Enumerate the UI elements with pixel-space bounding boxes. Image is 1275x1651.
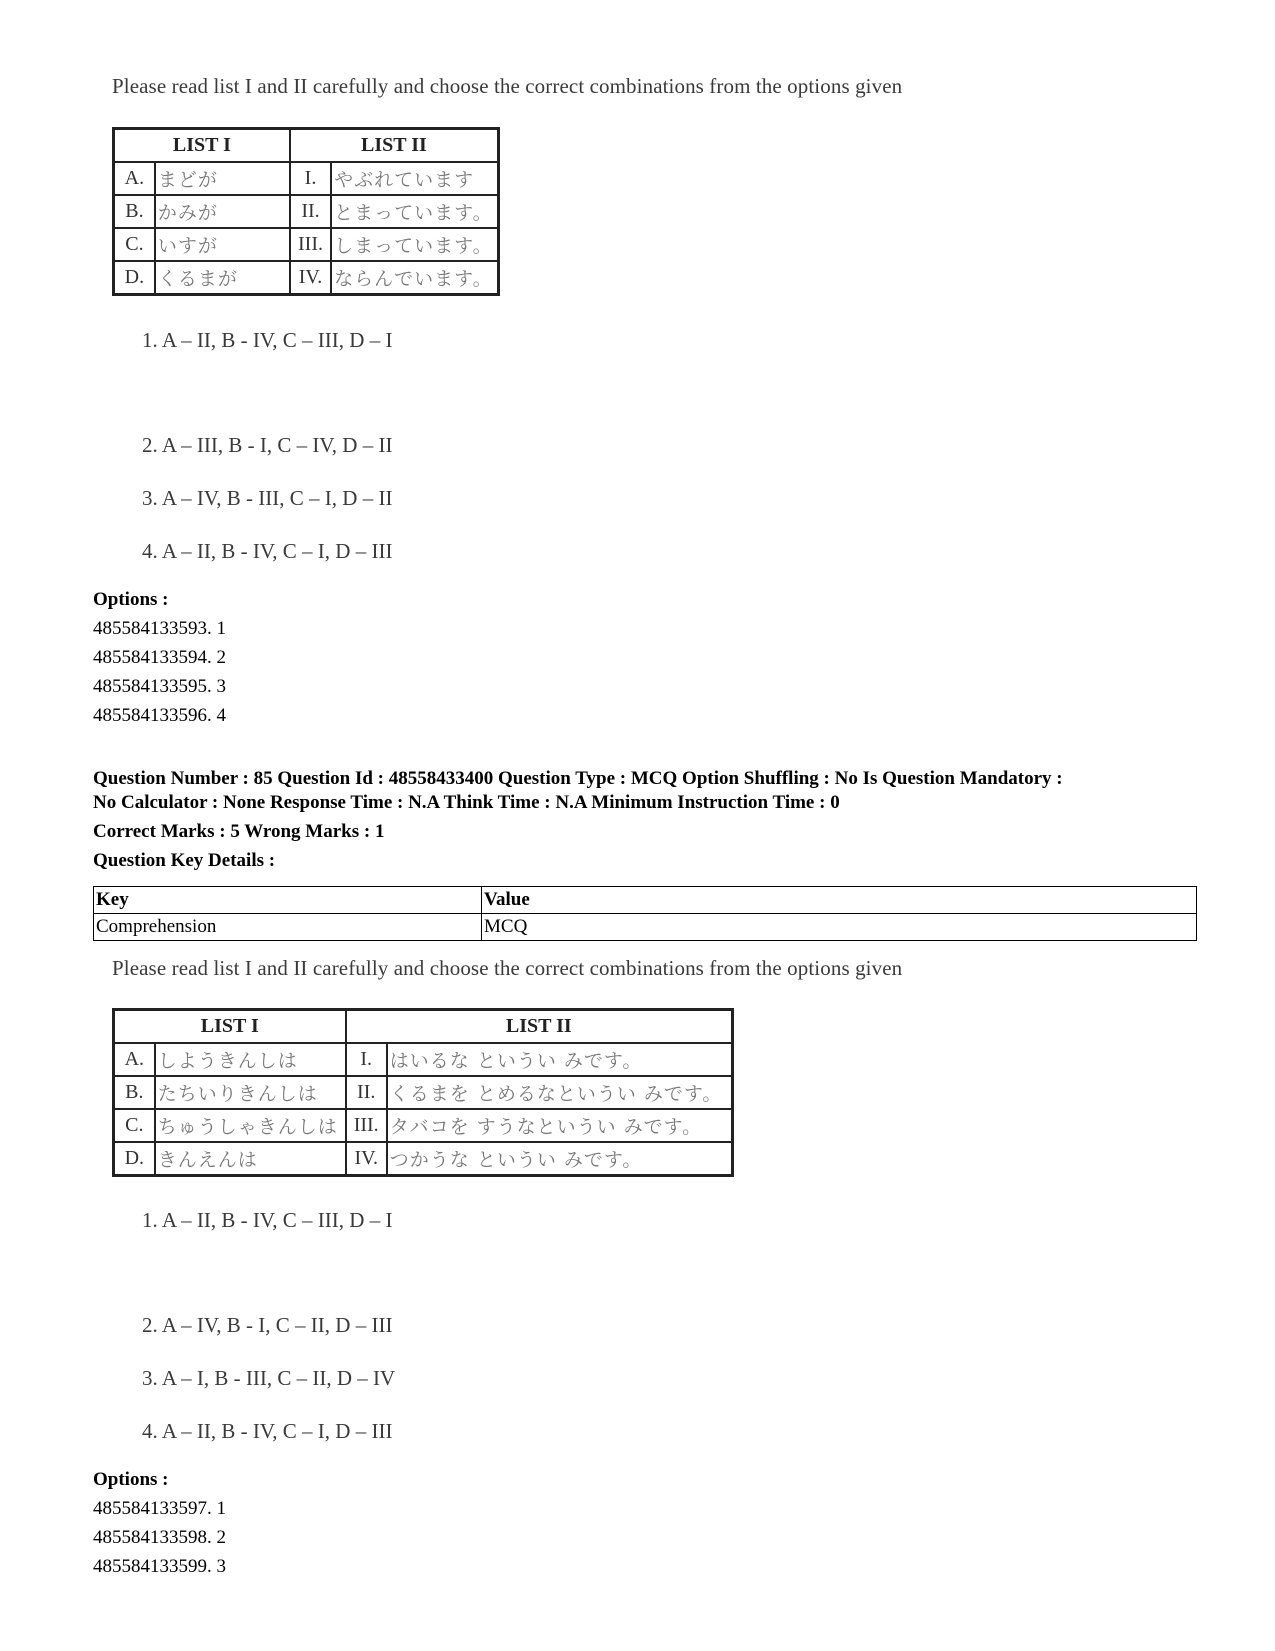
table-row xyxy=(114,162,499,195)
q1-option-3: 485584133595. 3 xyxy=(93,676,226,697)
list1-label: A. xyxy=(114,162,155,195)
list2-text: やぶれています xyxy=(331,162,498,195)
q1-list-header-row xyxy=(114,129,499,163)
list1-label: D. xyxy=(114,1142,155,1176)
q1-choice-3: 3. A – IV, B - III, C – I, D – II xyxy=(142,486,393,510)
q1-option-1: 485584133593. 1 xyxy=(93,618,226,639)
q2-choice-3: 3. A – I, B - III, C – II, D – IV xyxy=(142,1366,396,1390)
q2-key-details-label: Question Key Details : xyxy=(93,850,276,871)
value-cell: MCQ xyxy=(482,914,1197,941)
list2-label: III. xyxy=(290,228,331,261)
list1-label: C. xyxy=(114,1109,155,1142)
list1-text: かみが xyxy=(155,195,290,228)
q2-option-3: 485584133599. 3 xyxy=(93,1556,226,1577)
list1-label: B. xyxy=(114,195,155,228)
q1-list2-header: LIST II xyxy=(290,129,499,163)
q1-list-table xyxy=(112,127,500,296)
table-row xyxy=(114,195,499,228)
q1-option-4: 485584133596. 4 xyxy=(93,705,226,726)
list1-text: まどが xyxy=(155,162,290,195)
list2-text: タバコを すうなというい みです。 xyxy=(387,1109,733,1142)
list2-text: はいるな というい みです。 xyxy=(387,1043,733,1076)
table-row xyxy=(114,228,499,261)
list2-label: III. xyxy=(346,1109,387,1142)
list2-text: しまっています。 xyxy=(331,228,498,261)
list2-label: IV. xyxy=(290,261,331,295)
list1-text: たちいりきんしは xyxy=(155,1076,346,1109)
q2-options-label: Options : xyxy=(93,1469,169,1490)
q2-meta-line-1: Question Number : 85 Question Id : 48558433400 Question Type : MCQ Option Shuffling : No Is Question Mandatory : xyxy=(93,768,1063,789)
list1-text: きんえんは xyxy=(155,1142,346,1176)
list2-text: とまっています。 xyxy=(331,195,498,228)
q1-options-label: Options : xyxy=(93,589,169,610)
list1-text: くるまが xyxy=(155,261,290,295)
table-header-row xyxy=(94,887,1197,914)
table-row xyxy=(114,1142,733,1176)
q2-list2-header: LIST II xyxy=(346,1010,733,1044)
table-row xyxy=(114,261,499,295)
list1-label: A. xyxy=(114,1043,155,1076)
table-row xyxy=(114,1043,733,1076)
list1-text: しようきんしは xyxy=(155,1043,346,1076)
table-row xyxy=(94,914,1197,941)
list2-text: くるまを とめるなというい みです。 xyxy=(387,1076,733,1109)
list2-label: II. xyxy=(290,195,331,228)
list2-label: II. xyxy=(346,1076,387,1109)
q2-option-1: 485584133597. 1 xyxy=(93,1498,226,1519)
q1-option-2: 485584133594. 2 xyxy=(93,647,226,668)
q2-choice-4: 4. A – II, B - IV, C – I, D – III xyxy=(142,1419,393,1443)
list2-label: I. xyxy=(290,162,331,195)
key-header: Key xyxy=(94,887,482,914)
q2-meta-line-2: No Calculator : None Response Time : N.A Think Time : N.A Minimum Instruction Time : 0 xyxy=(93,792,840,813)
q2-list1-header: LIST I xyxy=(114,1010,346,1044)
list1-text: いすが xyxy=(155,228,290,261)
q1-choice-4: 4. A – II, B - IV, C – I, D – III xyxy=(142,539,393,563)
table-row xyxy=(114,1076,733,1109)
list2-label: IV. xyxy=(346,1142,387,1176)
q2-option-2: 485584133598. 2 xyxy=(93,1527,226,1548)
list1-label: C. xyxy=(114,228,155,261)
list1-text: ちゅうしゃきんしは xyxy=(155,1109,346,1142)
table-row xyxy=(114,1109,733,1142)
q2-instruction: Please read list I and II carefully and choose the correct combinations from the options given xyxy=(112,956,903,980)
value-header: Value xyxy=(482,887,1197,914)
q2-choice-2: 2. A – IV, B - I, C – II, D – III xyxy=(142,1313,393,1337)
question-key-table xyxy=(93,886,1197,941)
list2-label: I. xyxy=(346,1043,387,1076)
q1-choice-2: 2. A – III, B - I, C – IV, D – II xyxy=(142,433,393,457)
q2-list-header-row xyxy=(114,1010,733,1044)
q2-list-table xyxy=(112,1008,734,1177)
list1-label: B. xyxy=(114,1076,155,1109)
q1-list1-header: LIST I xyxy=(114,129,290,163)
q2-marks: Correct Marks : 5 Wrong Marks : 1 xyxy=(93,821,385,842)
list1-label: D. xyxy=(114,261,155,295)
key-cell: Comprehension xyxy=(94,914,482,941)
q2-choice-1: 1. A – II, B - IV, C – III, D – I xyxy=(142,1208,393,1232)
q1-choice-1: 1. A – II, B - IV, C – III, D – I xyxy=(142,328,393,352)
list2-text: つかうな というい みです。 xyxy=(387,1142,733,1176)
list2-text: ならんでいます。 xyxy=(331,261,498,295)
q1-instruction: Please read list I and II carefully and choose the correct combinations from the options given xyxy=(112,74,903,98)
